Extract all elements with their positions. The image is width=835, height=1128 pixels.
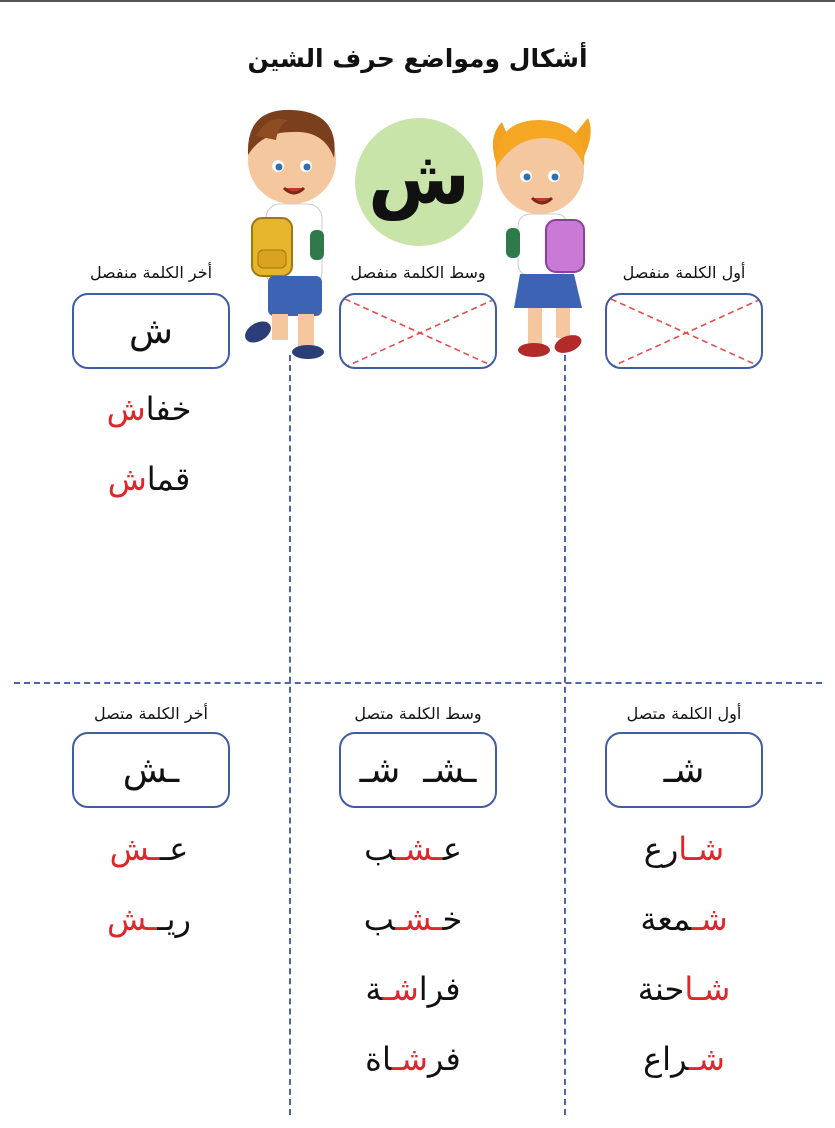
cross-icon xyxy=(607,295,763,369)
label-first-separate: أول الكلمة منفصل xyxy=(622,263,746,282)
form-last-separate: ش xyxy=(129,310,173,352)
box-middle-separate xyxy=(339,293,497,369)
form-last-connected: ـش xyxy=(122,749,180,791)
box-first-connected xyxy=(605,732,763,808)
word-middle-connected-2: خـشـب xyxy=(363,900,463,938)
word-middle-connected-3: فراشـة xyxy=(365,970,461,1008)
grid-divider-right xyxy=(564,355,566,1115)
label-last-connected: أخر الكلمة متصل xyxy=(93,704,208,723)
label-middle-connected: وسط الكلمة متصل xyxy=(354,704,482,723)
word-first-connected-4: شـراع xyxy=(643,1040,725,1078)
form-first-connected: شـ xyxy=(663,749,705,791)
box-last-separate xyxy=(72,293,230,369)
word-last-connected-2: ريــش xyxy=(107,900,191,938)
form-middle-connected: ـشـ شـ xyxy=(359,749,477,791)
cross-icon xyxy=(341,295,497,369)
top-border xyxy=(0,0,835,2)
word-middle-connected-1: عـشـب xyxy=(364,830,462,868)
word-middle-connected-4: فرشـاة xyxy=(365,1040,461,1078)
label-first-connected: أول الكلمة متصل xyxy=(626,704,742,723)
box-last-connected xyxy=(72,732,230,808)
boy-illustration xyxy=(228,100,340,362)
grid-divider-left xyxy=(289,355,291,1115)
box-first-separate xyxy=(605,293,763,369)
word-last-separate-1: خفاش xyxy=(106,390,192,428)
word-first-connected-3: شـاحنة xyxy=(637,970,731,1008)
girl-illustration xyxy=(484,108,596,362)
grid-divider-horizontal xyxy=(14,682,822,684)
word-first-connected-2: شـمعة xyxy=(640,900,728,938)
word-first-connected-1: شـارع xyxy=(643,830,725,868)
label-middle-separate: وسط الكلمة منفصل xyxy=(350,263,486,282)
box-middle-connected xyxy=(339,732,497,808)
main-letter: ش xyxy=(367,135,471,221)
word-last-separate-2: قماش xyxy=(107,460,191,498)
letter-circle xyxy=(355,118,483,246)
page-title: أشكال ومواضع حرف الشين xyxy=(247,44,588,73)
word-last-connected-1: عــش xyxy=(109,830,189,868)
label-last-separate: أخر الكلمة منفصل xyxy=(89,263,213,282)
